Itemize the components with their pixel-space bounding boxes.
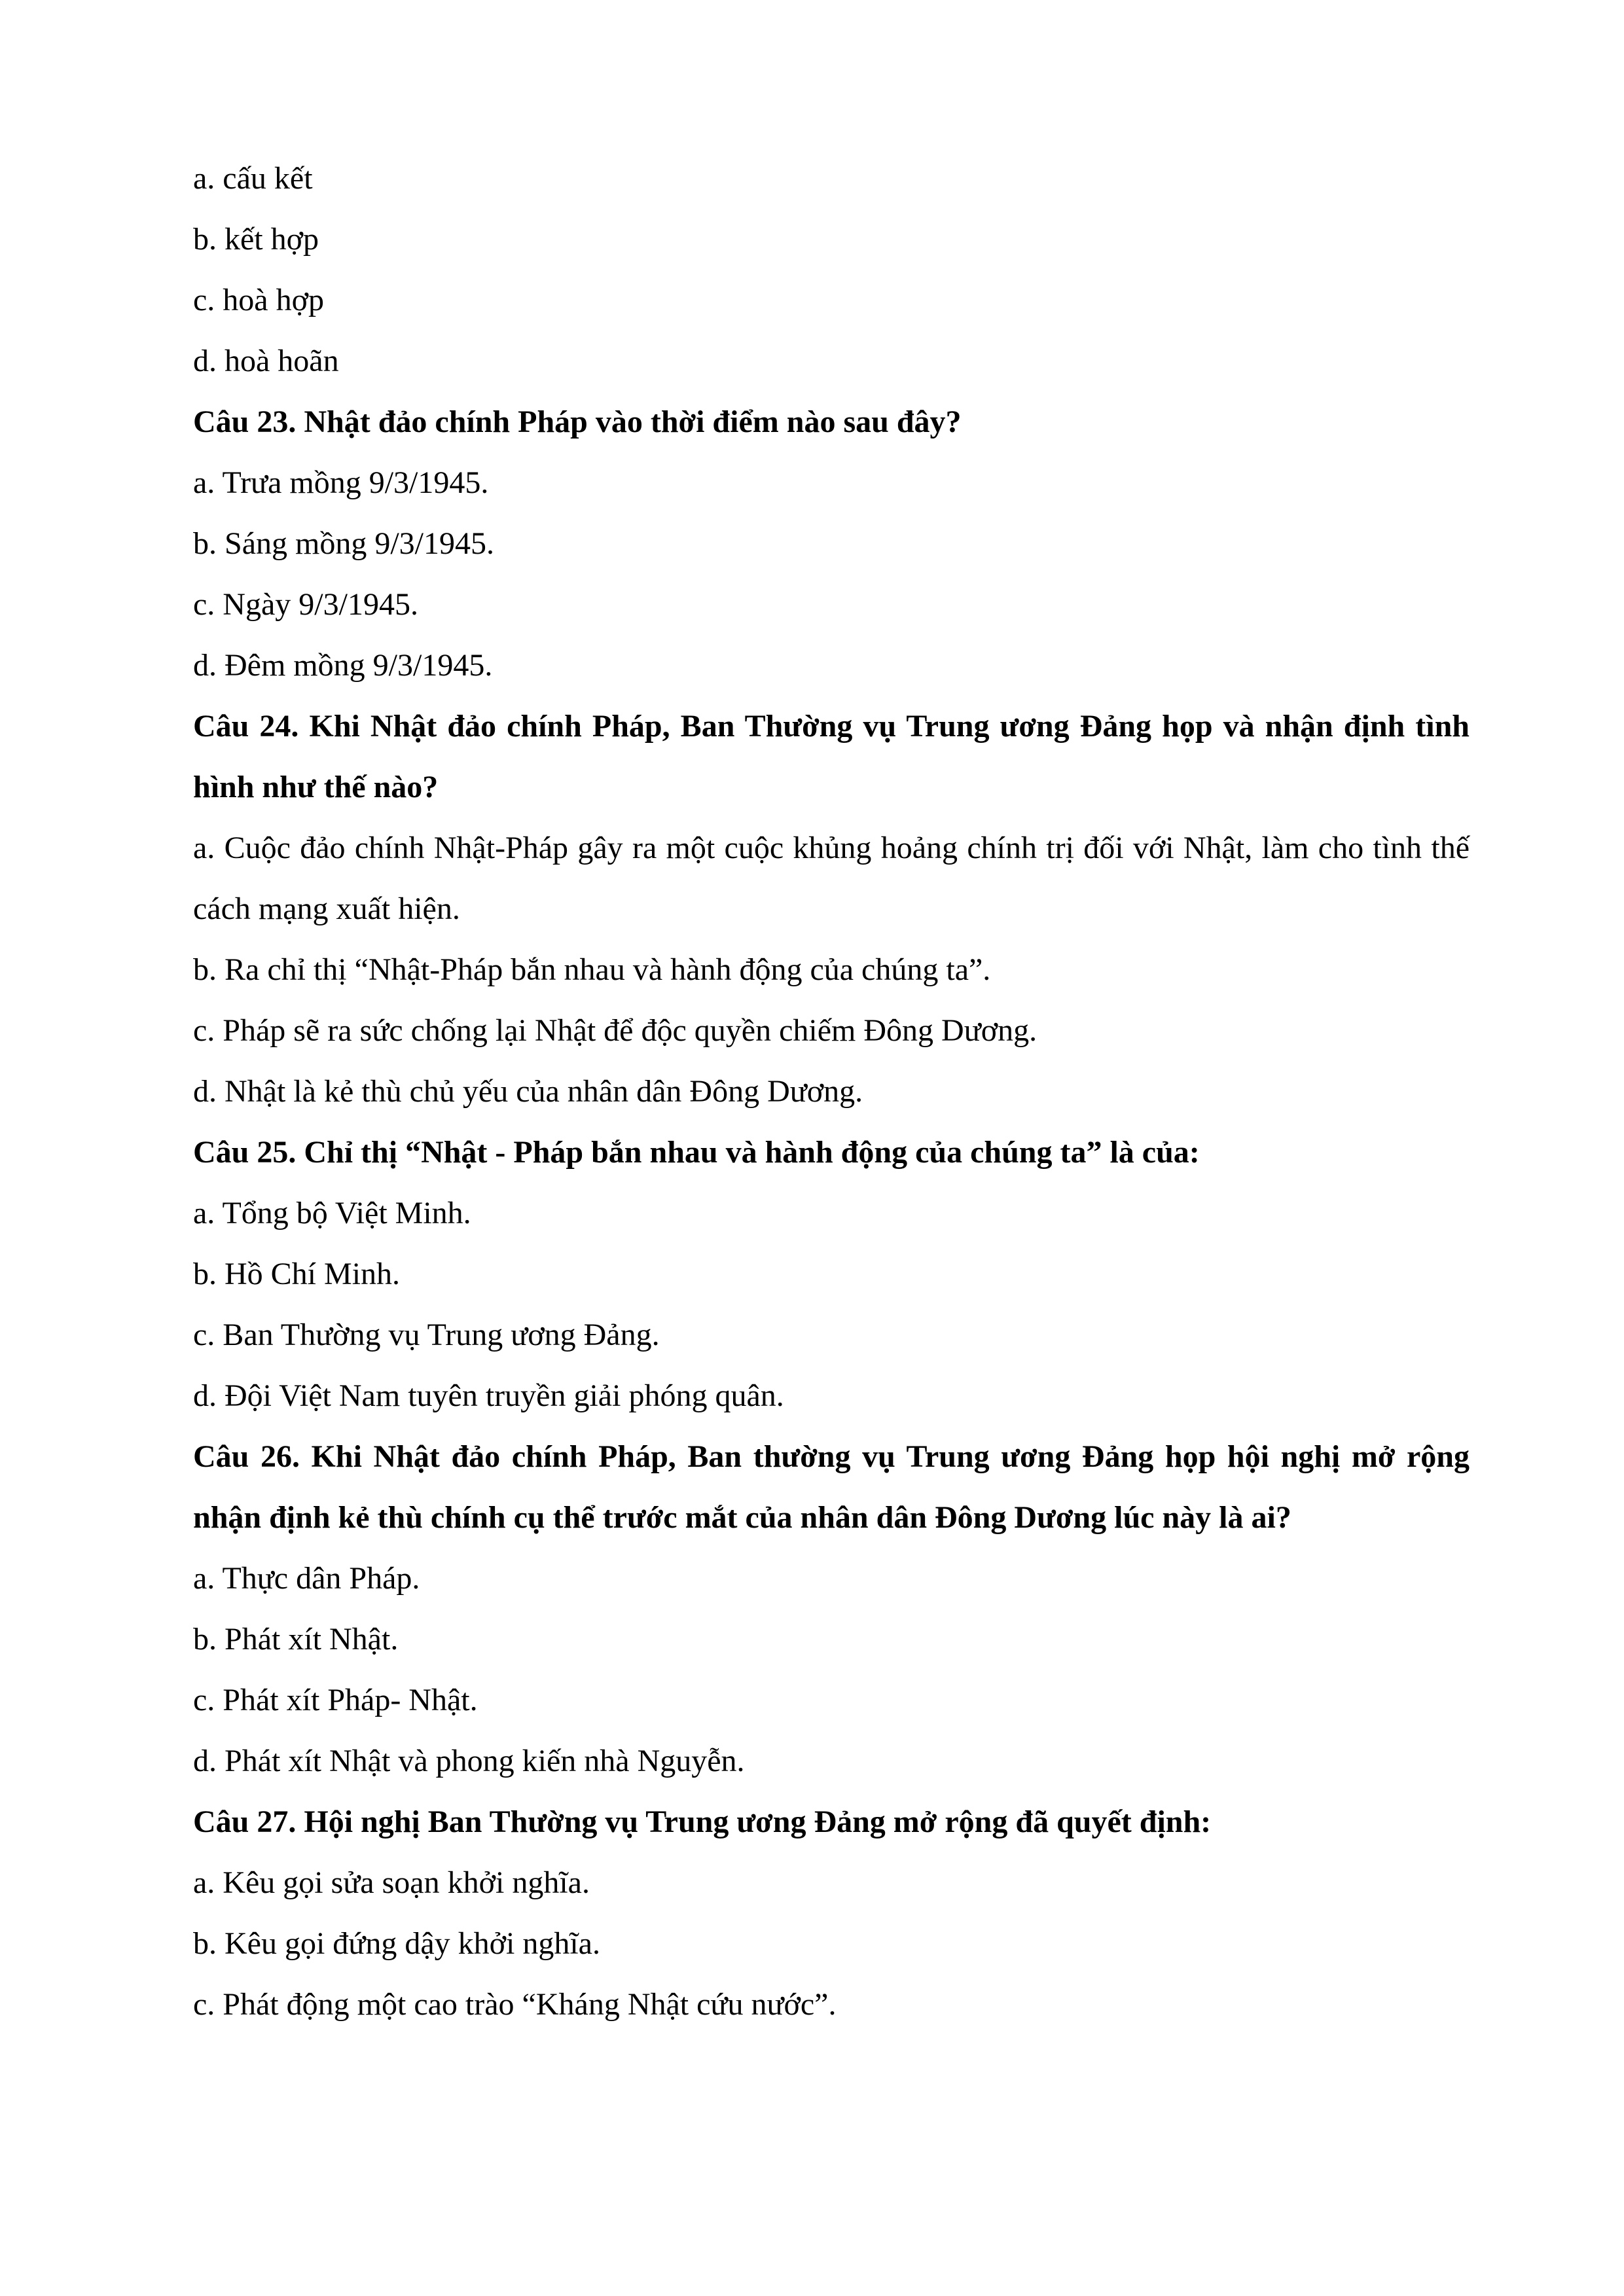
option-b: b. Ra chỉ thị “Nhật-Pháp bắn nhau và hành động của chúng ta”.	[193, 952, 991, 987]
question-title: Câu 26. Khi Nhật đảo chính Pháp, Ban thường vụ Trung ương Đảng họp hội nghị mở rộng nhận định kẻ thù chính cụ thể trước mắt của nhân dân Đông Dương lúc này là ai?	[193, 1439, 1470, 1535]
option-b: b. Sáng mồng 9/3/1945.	[193, 526, 495, 561]
question-title: Câu 24. Khi Nhật đảo chính Pháp, Ban Thường vụ Trung ương Đảng họp và nhận định tình hình như thế nào?	[193, 709, 1470, 804]
option-b: b. Hồ Chí Minh.	[193, 1257, 401, 1291]
option-b: b. Phát xít Nhật.	[193, 1622, 399, 1657]
option-a: a. Tổng bộ Việt Minh.	[193, 1196, 471, 1230]
document-page	[193, 148, 1470, 2035]
option-d: d. Phát xít Nhật và phong kiến nhà Nguyễn.	[193, 1744, 745, 1778]
question-title: Câu 25. Chỉ thị “Nhật - Pháp bắn nhau và hành động của chúng ta” là của:	[193, 1135, 1200, 1170]
option-c: c. hoà hợp	[193, 283, 324, 317]
option-d: d. Đêm mồng 9/3/1945.	[193, 648, 493, 683]
option-c: c. Phát động một cao trào “Kháng Nhật cứu nước”.	[193, 1987, 837, 2022]
option-a: a. Trưa mồng 9/3/1945.	[193, 465, 489, 500]
option-a: a. Cuộc đảo chính Nhật-Pháp gây ra một cuộc khủng hoảng chính trị đối với Nhật, làm cho tình thế cách mạng xuất hiện.	[193, 831, 1470, 926]
option-d: d. Đội Việt Nam tuyên truyền giải phóng quân.	[193, 1378, 784, 1413]
option-b: b. kết hợp	[193, 222, 319, 257]
option-a: a. Kêu gọi sửa soạn khởi nghĩa.	[193, 1865, 590, 1900]
option-c: c. Ban Thường vụ Trung ương Đảng.	[193, 1318, 660, 1352]
option-c: c. Phát xít Pháp- Nhật.	[193, 1683, 478, 1717]
option-a: a. Thực dân Pháp.	[193, 1561, 420, 1596]
option-c: c. Ngày 9/3/1945.	[193, 587, 418, 622]
option-d: d. Nhật là kẻ thù chủ yếu của nhân dân Đông Dương.	[193, 1074, 863, 1109]
option-c: c. Pháp sẽ ra sức chống lại Nhật để độc quyền chiếm Đông Dương.	[193, 1013, 1038, 1048]
option-a: a. cấu kết	[193, 161, 313, 196]
option-b: b. Kêu gọi đứng dậy khởi nghĩa.	[193, 1926, 600, 1961]
question-title: Câu 27. Hội nghị Ban Thường vụ Trung ương Đảng mở rộng đã quyết định:	[193, 1804, 1212, 1839]
option-d: d. hoà hoãn	[193, 344, 339, 378]
question-title: Câu 23. Nhật đảo chính Pháp vào thời điểm nào sau đây?	[193, 404, 962, 439]
